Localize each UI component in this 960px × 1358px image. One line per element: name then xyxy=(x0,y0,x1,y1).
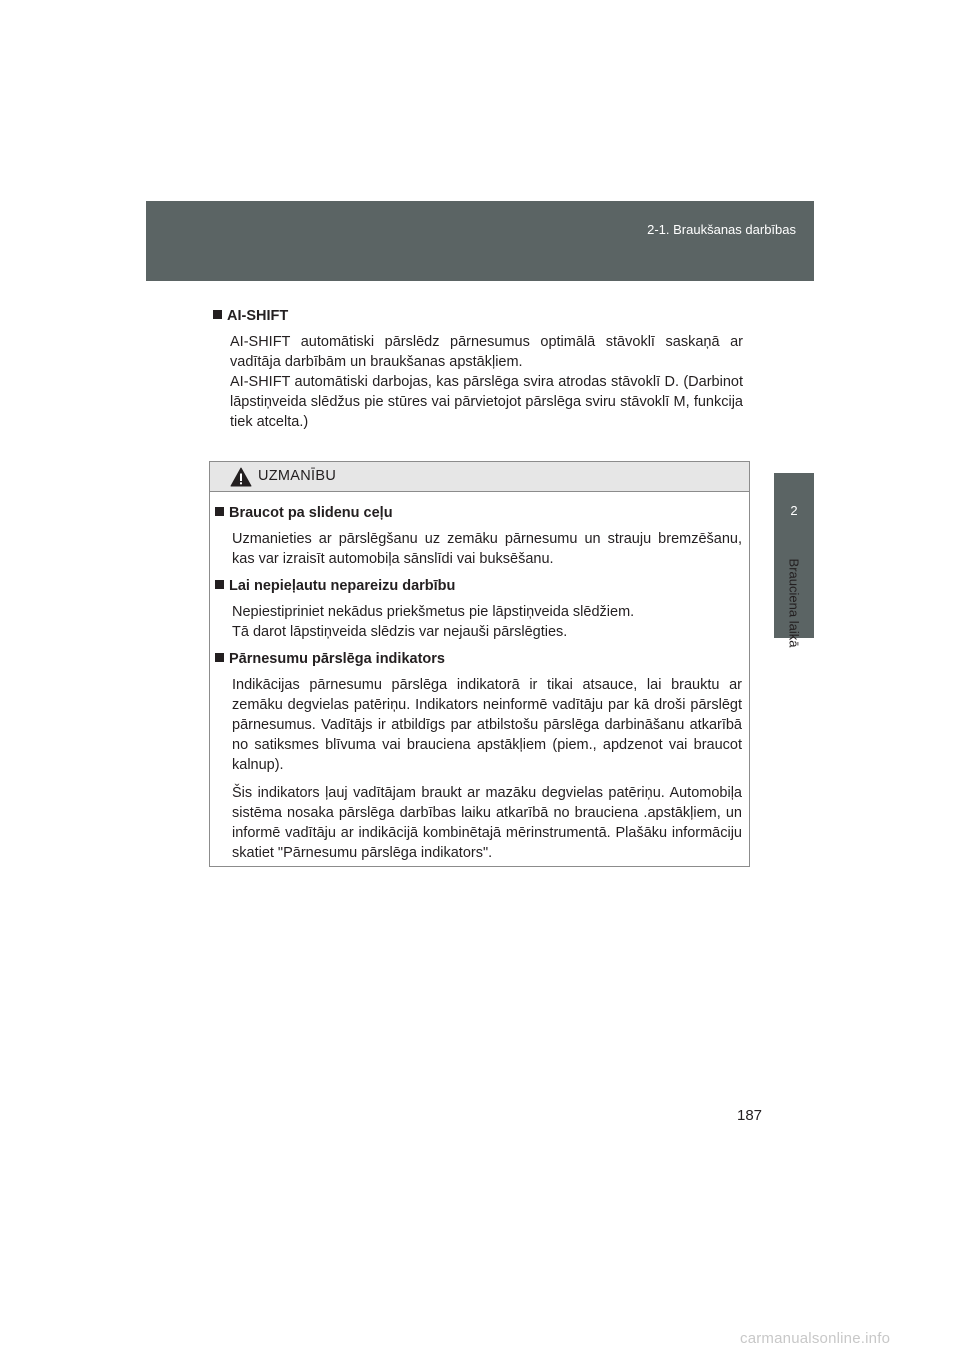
caution-section-title: Braucot pa slidenu ceļu xyxy=(229,505,393,521)
intro-section xyxy=(213,306,743,432)
square-bullet-icon xyxy=(215,653,224,662)
caution-section-body xyxy=(232,529,742,569)
intro-title: AI-SHIFT xyxy=(227,308,289,324)
caution-section-body xyxy=(232,675,742,863)
page-number: 187 xyxy=(737,1107,763,1124)
section-title: 2-1. Braukšanas darbības xyxy=(647,222,796,237)
caution-paragraph: Indikācijas pārnesumu pārslēga indikatorā ir tikai atsauce, lai brauktu ar zemāku degvielas patēriņu. Indikators neinformē vadītāju par kā droši pārslēgt pārnesumus. Vadītājs ir atbildīgs par atbilstošu pārslēga darbināšanu atkarībā no satiksmes blīvuma vai brauciena apstākļiem (piem., apdzenot vai braucot kalnup). xyxy=(232,677,742,773)
caution-section-heading xyxy=(215,576,742,596)
chapter-number: 2 xyxy=(790,503,798,518)
caution-section-heading xyxy=(215,503,742,523)
warning-triangle-icon xyxy=(230,467,252,487)
intro-paragraph: AI-SHIFT automātiski pārslēdz pārnesumus optimālā stāvoklī saskaņā ar vadītāja darbībām un braukšanas apstākļiem. xyxy=(230,334,743,370)
caution-header xyxy=(210,462,749,492)
square-bullet-icon xyxy=(215,580,224,589)
square-bullet-icon xyxy=(215,507,224,516)
intro-heading xyxy=(213,306,743,326)
caution-paragraph: Nepiestipriniet nekādus priekšmetus pie lāpstiņveida slēdžiem. Tā darot lāpstiņveida slēdzis var nejauši pārslēgties. xyxy=(232,604,635,640)
intro-body xyxy=(230,332,743,432)
caution-section-body xyxy=(232,602,742,642)
watermark: carmanualsonline.info xyxy=(740,1330,891,1347)
chapter-label-container xyxy=(776,551,812,655)
square-bullet-icon xyxy=(213,310,222,319)
intro-paragraph: AI-SHIFT automātiski darbojas, kas pārslēga svira atrodas stāvoklī D. (Darbinot lāpstiņveida slēdžus pie stūres vai pārvietojot pārslēga sviru stāvoklī M, funkcija tiek atcelta.) xyxy=(230,374,743,430)
chapter-label: Brauciena laikā xyxy=(786,558,802,648)
caution-title: UZMANĪBU xyxy=(258,468,337,484)
caution-paragraph: Uzmanieties ar pārslēgšanu uz zemāku pārnesumu un strauju bremzēšanu, kas var izraisīt automobiļa sānslīdi vai buksēšanu. xyxy=(232,531,742,567)
caution-section-title: Lai nepieļautu nepareizu darbību xyxy=(229,578,456,594)
caution-section-title: Pārnesumu pārslēga indikators xyxy=(229,651,445,667)
caution-section-heading xyxy=(215,649,742,669)
caution-box xyxy=(209,461,750,867)
header-band xyxy=(146,201,814,281)
caution-paragraph: Šis indikators ļauj vadītājam braukt ar mazāku degvielas patēriņu. Automobiļa sistēma nosaka pārslēga darbības laiku atkarībā no brauciena .apstākļiem, un informē vadītāju ar indikācijā kombinētajā mērinstrumentā. Plašāku informāciju skatiet "Pārnesumu pārslēga indikators". xyxy=(232,785,742,861)
caution-content xyxy=(210,492,742,863)
